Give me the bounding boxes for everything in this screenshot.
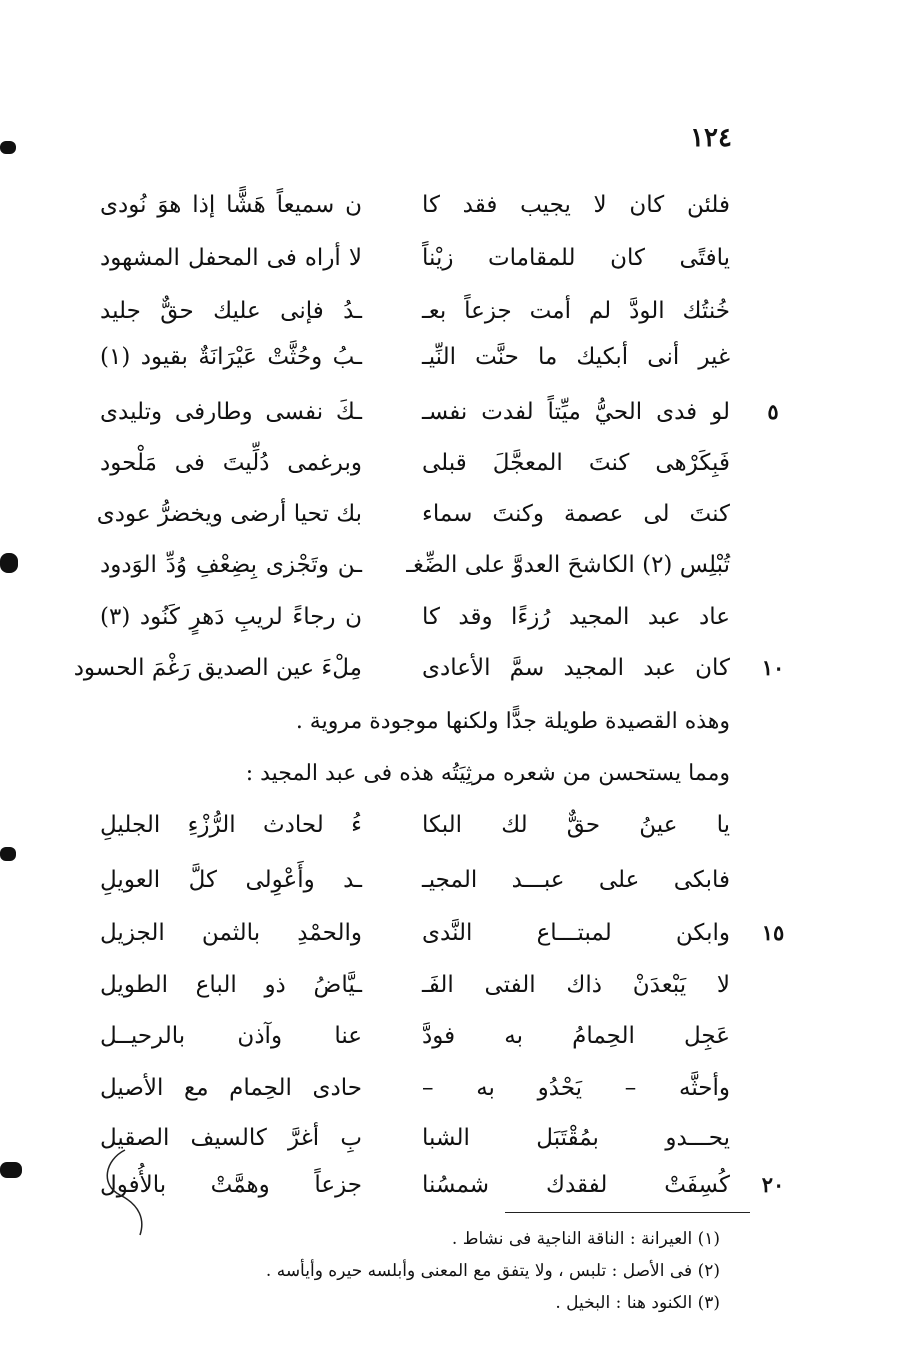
verse-second-hemistich: ن سميعاً هَشًّا إذا هوَ نُودى <box>100 192 362 218</box>
verse-first-hemistich: كان عبد المجيد سمَّ الأعادى <box>422 655 730 681</box>
verse-second-hemistich: وبرغمى دُلِّيتَ فى مَلْحود <box>100 450 362 476</box>
verse-first-hemistich: وابكن لمبتـــاع النَّدى <box>422 920 730 946</box>
verse-second-hemistich: والحمْدِ بالثمن الجزيل <box>100 920 362 946</box>
verse-row <box>90 291 730 335</box>
verse-second-hemistich: ـبُ وحُثَّتْ عَيْرَانَةٌ بقيود (١) <box>100 344 362 370</box>
verse-row <box>90 238 730 282</box>
verse-second-hemistich: ـن وتَجْزى بِضِعْفِ وُدِّ الوَدود <box>100 552 362 578</box>
verse-row <box>90 185 730 229</box>
verse-row <box>90 337 730 381</box>
verse-first-hemistich: كُسِفَتْ لفقدك شمسُنا <box>422 1172 730 1198</box>
verse-row <box>90 1068 730 1112</box>
verse-first-hemistich: عاد عبد المجيد رُزءًا وقد كا <box>422 604 730 630</box>
line-number: ١٥ <box>761 920 785 945</box>
verse-row <box>90 597 730 641</box>
footnote: (١) العيرانة : الناقة الناجية فى نشاط . <box>451 1229 720 1249</box>
verse-second-hemistich: ن رجاءً لريبِ دَهرٍ كَنُود (٣) <box>100 604 362 630</box>
verse-second-hemistich: بك تحيا أرضى ويخضرُّ عودى <box>96 501 362 527</box>
verse-first-hemistich: تُبْلِس (٢) الكاشحَ العدوَّ على الضِّغـ <box>406 552 730 578</box>
verse-second-hemistich: ـد وأَعْوِلى كلَّ العويلِ <box>100 867 362 893</box>
verse-first-hemistich: غير أنى أبكيك ما حنَّت النِّيـ <box>422 344 730 370</box>
prose-line: ومما يستحسن من شعره مرثِيَتُه هذه فى عبد المجيد : <box>245 761 730 786</box>
page-number: ١٢٤ <box>690 123 732 153</box>
verse-second-hemistich: مِلْءَ عين الصديق رَغْمَ الحسود <box>73 655 362 681</box>
scan-edge-mark <box>0 553 18 573</box>
prose-line: وهذه القصيدة طويلة جدًّا ولكنها موجودة مروية . <box>295 709 730 734</box>
footnote-separator <box>505 1212 750 1213</box>
verse-row <box>90 443 730 487</box>
verse-second-hemistich: ـكَ نفسى وطارفى وتليدى <box>100 399 362 425</box>
verse-first-hemistich: يافتًى كان للمقامات زيْناً <box>422 245 730 271</box>
verse-first-hemistich: فَبِكَرْهى كنتَ المعجَّلَ قبلى <box>422 450 730 476</box>
verse-row <box>90 1165 730 1209</box>
verse-row <box>73 648 730 692</box>
verse-second-hemistich: حادى الحِمام مع الأصيل <box>100 1075 362 1101</box>
footnote: (٢) فى الأصل : تلبس ، ولا يتفق مع المعنى وأبلسه حيره وأيأسه . <box>265 1261 720 1281</box>
scan-edge-mark <box>0 1162 22 1178</box>
verse-first-hemistich: وأحثَّه – يَحْدُو به – <box>422 1075 730 1101</box>
verse-second-hemistich: جزعاً وهمَّتْ بالأُفول <box>100 1172 362 1198</box>
verse-row <box>90 913 730 957</box>
verse-second-hemistich: ـيَّاضُ ذو الباع الطويل <box>100 972 362 998</box>
verse-second-hemistich: بِ أغرَّ كالسيف الصقيل <box>100 1125 362 1151</box>
verse-second-hemistich: ءُ لحادث الرُّزْءِ الجليلِ <box>100 812 362 838</box>
verse-first-hemistich: فلئن كان لا يجيب فقد كا <box>422 192 730 218</box>
line-number: ١٠ <box>761 655 785 680</box>
footnote: (٣) الكنود هنا : البخيل . <box>555 1293 720 1313</box>
verse-first-hemistich: يحـــدو بمُقْتَبَل الشبا <box>422 1125 730 1151</box>
verse-first-hemistich: كنتَ لى عصمة وكنتَ سماء <box>422 501 730 527</box>
verse-row <box>90 860 730 904</box>
verse-first-hemistich: لو فدى الحيُّ ميِّتاً لفدت نفسـ <box>422 399 730 425</box>
verse-row <box>90 494 730 538</box>
verse-first-hemistich: خُنتُك الودَّ لم أمت جزعاً بعـ <box>422 298 730 324</box>
verse-first-hemistich: عَجِل الحِمامُ به فودَّ <box>422 1023 730 1049</box>
verse-first-hemistich: فابكى على عبـــد المجيـ <box>422 867 730 893</box>
verse-second-hemistich: ـدُ فإنى عليك حقٌّ جليد <box>100 298 362 324</box>
verse-row <box>90 392 730 436</box>
verse-row <box>90 1016 730 1060</box>
verse-first-hemistich: لا يَبْعدَنْ ذاك الفتى الفَـ <box>422 972 730 998</box>
scan-edge-mark <box>0 847 16 861</box>
verse-second-hemistich: عنا وآذن بالرحيــل <box>100 1023 362 1049</box>
verse-first-hemistich: يا عينُ حقٌّ لك البكا <box>422 812 730 838</box>
line-number: ٥ <box>767 399 779 424</box>
verse-second-hemistich: لا أراه فى المحفل المشهود <box>100 245 362 271</box>
verse-row <box>90 545 730 589</box>
verse-row <box>90 1118 730 1162</box>
scan-edge-mark <box>0 141 16 154</box>
verse-row <box>90 965 730 1009</box>
verse-row <box>90 805 730 849</box>
line-number: ٢٠ <box>761 1172 785 1197</box>
